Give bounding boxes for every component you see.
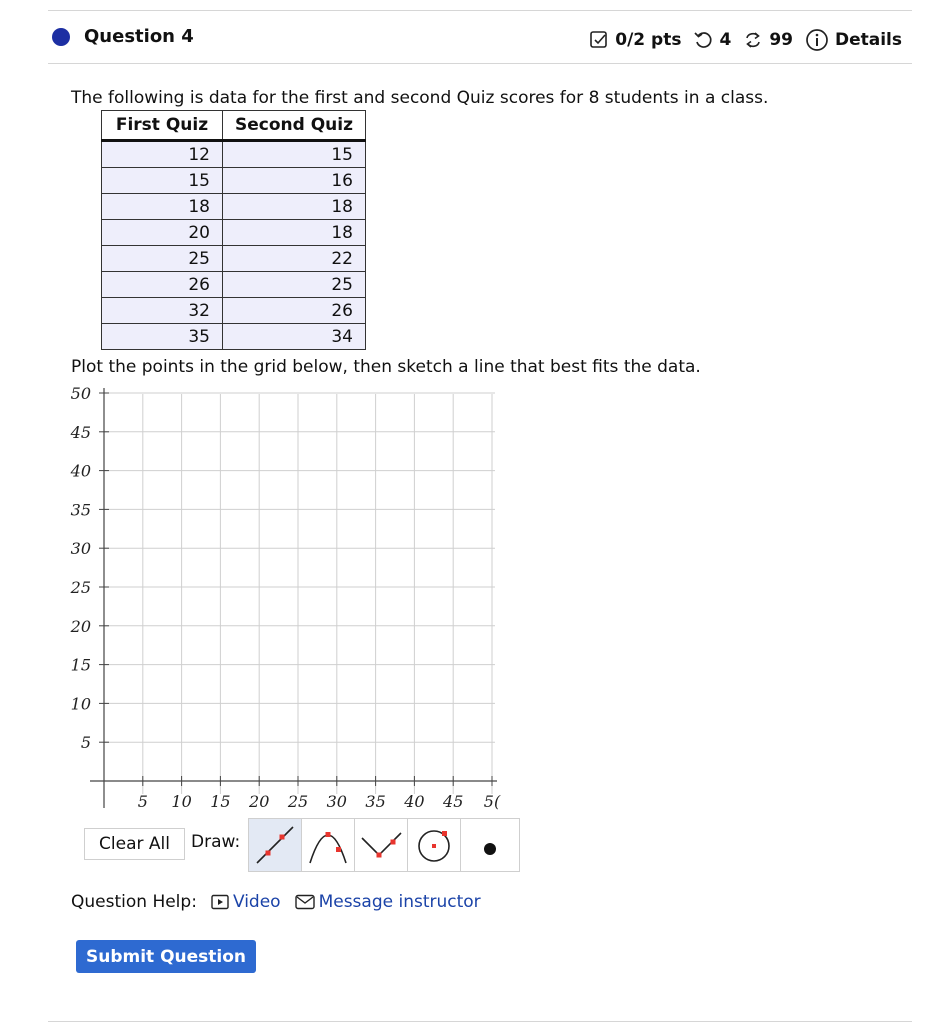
clear-all-button[interactable]: Clear All [84, 828, 185, 860]
table-cell: 22 [223, 246, 366, 272]
y-tick-label: 35 [70, 500, 91, 520]
x-tick-labels [138, 792, 501, 811]
absolute-value-tool-button[interactable] [355, 819, 408, 871]
table-cell: 16 [223, 168, 366, 194]
mail-icon [295, 894, 315, 910]
line-tool-icon [253, 823, 297, 867]
point-tool-icon [468, 823, 512, 867]
details-link[interactable]: Details [834, 30, 902, 50]
table-cell: 12 [102, 141, 223, 168]
x-tick-label: 10 [171, 792, 192, 811]
retry-icon [693, 30, 713, 50]
question-help [71, 892, 481, 912]
attempts-count: 99 [769, 30, 793, 50]
status-dot-icon [52, 28, 70, 46]
header-divider [48, 63, 912, 64]
x-tick-label: 35 [365, 792, 386, 811]
question-meta [589, 28, 902, 52]
y-tick-label: 45 [70, 422, 91, 442]
point-tool-button[interactable] [461, 819, 519, 871]
axes [90, 388, 497, 808]
draw-tools [248, 818, 520, 872]
table-cell: 20 [102, 220, 223, 246]
table-cell: 32 [102, 298, 223, 324]
message-instructor-link[interactable] [295, 892, 481, 912]
x-tick-label: 15 [210, 792, 231, 811]
circle-tool-icon [412, 823, 456, 867]
x-tick-label: 5 [137, 792, 148, 811]
message-instructor-label[interactable]: Message instructor [318, 892, 481, 912]
graph-grid[interactable] [60, 378, 510, 818]
y-tick-label: 25 [70, 578, 91, 597]
table-cell: 18 [102, 194, 223, 220]
video-icon [211, 894, 229, 910]
grid-lines [104, 393, 495, 794]
draw-label: Draw: [191, 832, 241, 852]
checkbox-icon [589, 30, 609, 50]
table-header: Second Quiz [223, 111, 366, 141]
circle-tool-button[interactable] [408, 819, 461, 871]
instruction-text: Plot the points in the grid below, then sketch a line that best fits the data. [71, 357, 701, 377]
y-tick-label: 20 [70, 616, 91, 636]
attempts-icon [743, 30, 763, 50]
x-tick-label: 20 [249, 792, 270, 811]
video-label[interactable]: Video [232, 892, 281, 912]
points-text: 0/2 pts [615, 30, 682, 50]
intro-text: The following is data for the first and second Quiz scores for 8 students in a class. [71, 88, 769, 108]
table-cell: 25 [102, 246, 223, 272]
info-icon[interactable] [805, 28, 829, 52]
y-tick-label: 30 [70, 539, 91, 559]
table-cell: 35 [102, 324, 223, 350]
table-row [102, 168, 366, 194]
y-tick-label: 10 [70, 694, 91, 714]
question-title: Question 4 [84, 26, 194, 47]
table-cell: 15 [102, 168, 223, 194]
y-tick-label: 50 [70, 384, 91, 403]
table-cell: 18 [223, 194, 366, 220]
bottom-divider [48, 1021, 912, 1022]
table-row [102, 298, 366, 324]
top-divider [48, 10, 912, 11]
table-row [102, 194, 366, 220]
table-cell: 26 [223, 298, 366, 324]
parabola-tool-icon [306, 823, 350, 867]
x-tick-label: 30 [326, 792, 347, 811]
parabola-tool-button[interactable] [302, 819, 355, 871]
help-label: Question Help: [71, 892, 197, 912]
table-header: First Quiz [102, 111, 223, 141]
y-tick-labels [70, 384, 91, 752]
video-link[interactable] [211, 892, 281, 912]
table-row [102, 272, 366, 298]
table-cell: 34 [223, 324, 366, 350]
table-row [102, 324, 366, 350]
data-table [101, 110, 366, 350]
table-row [102, 220, 366, 246]
table-cell: 15 [223, 141, 366, 168]
absolute-value-tool-icon [359, 823, 403, 867]
table-row [102, 141, 366, 168]
y-tick-label: 15 [70, 655, 91, 675]
retries-count: 4 [719, 30, 732, 50]
x-tick-label: 5( [483, 792, 501, 811]
table-cell: 26 [102, 272, 223, 298]
submit-question-button[interactable]: Submit Question [76, 940, 256, 973]
y-tick-label: 40 [70, 461, 91, 481]
table-cell: 18 [223, 220, 366, 246]
x-tick-label: 25 [287, 792, 309, 811]
table-row [102, 246, 366, 272]
x-tick-label: 40 [404, 792, 425, 811]
table-header-row [102, 111, 366, 141]
y-tick-label: 5 [80, 733, 91, 753]
table-cell: 25 [223, 272, 366, 298]
x-tick-label: 45 [443, 792, 464, 811]
line-tool-button[interactable] [249, 819, 302, 871]
